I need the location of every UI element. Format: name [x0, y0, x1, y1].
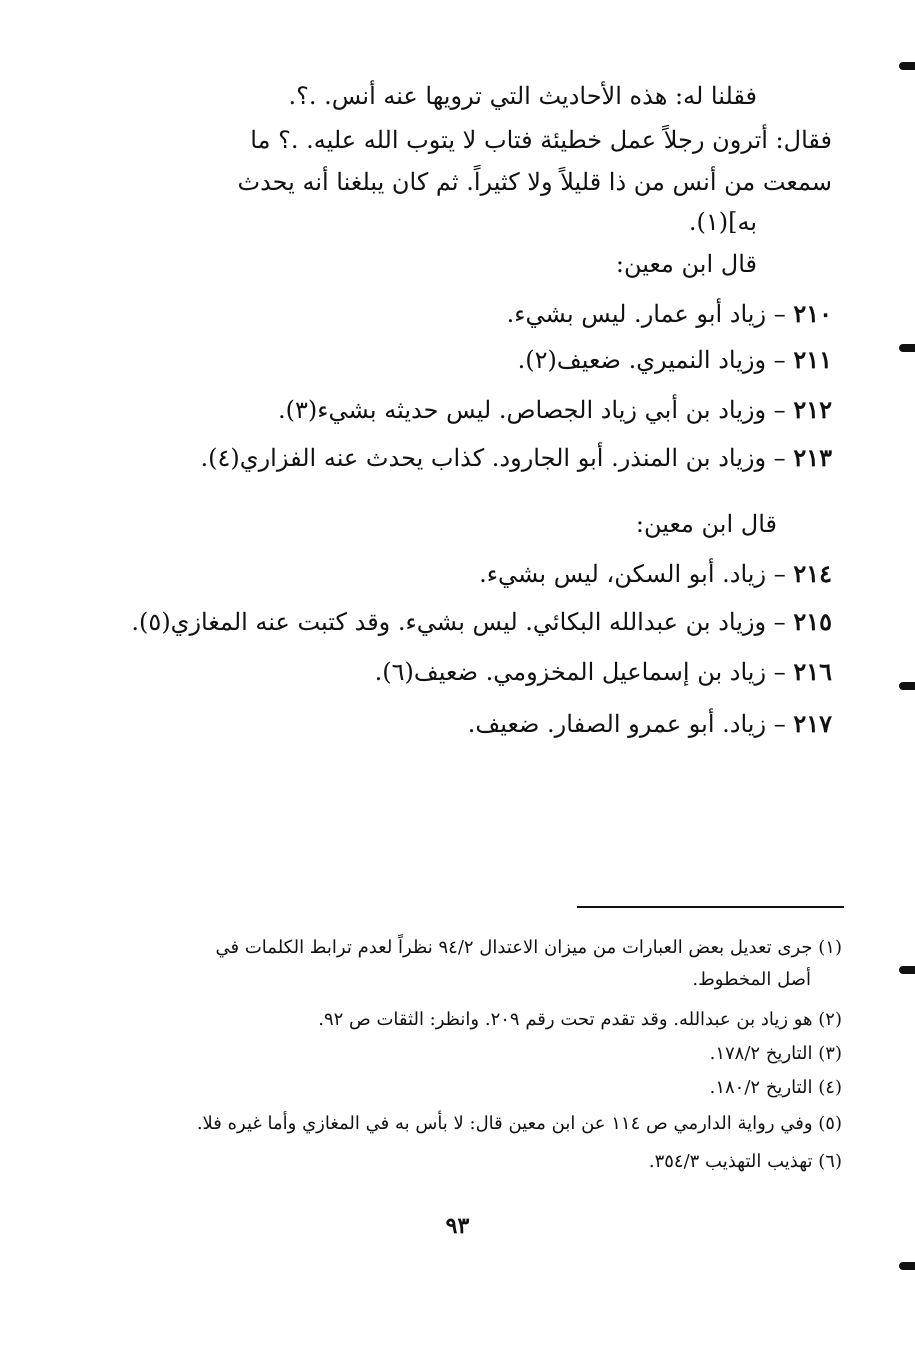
page-number: ٩٣	[445, 1213, 470, 1239]
scan-edge-mark	[899, 344, 915, 352]
entry-213	[201, 440, 832, 476]
entry-number: ٢١٧	[793, 709, 832, 738]
entry-text: – وزياد بن عبدالله البكائي. ليس بشيء. وقد كتبت عنه المغازي(٥).	[131, 608, 786, 636]
footnote-6: (٦) تهذيب التهذيب ٣٥٤/٣.	[648, 1151, 842, 1172]
footnote-3: (٣) التاريخ ١٧٨/٢.	[709, 1043, 842, 1064]
footnote-5: (٥) وفي رواية الدارمي ص ١١٤ عن ابن معين قال: لا بأس به في المغازي وأما غيره فلا.	[196, 1113, 842, 1134]
entry-text: – وزياد النميري. ضعيف(٢).	[517, 346, 786, 374]
scan-edge-mark	[899, 682, 915, 690]
entry-text: – زياد بن إسماعيل المخزومي. ضعيف(٦).	[374, 658, 786, 686]
entry-number: ٢١٢	[793, 395, 832, 424]
entry-211	[518, 342, 832, 378]
entry-210	[507, 296, 832, 332]
entry-number: ٢١٤	[793, 559, 832, 588]
entry-215	[131, 604, 832, 640]
entry-text: – وزياد بن المنذر. أبو الجارود. كذاب يحدث عنه الفزاري(٤).	[200, 444, 786, 472]
entry-number: ٢١٠	[793, 299, 832, 328]
entry-text: – وزياد بن أبي زياد الجصاص. ليس حديثه بشيء(٣).	[277, 396, 786, 424]
footnote-1-cont: أصل المخطوط.	[692, 969, 811, 990]
footnote-2: (٢) هو زياد بن عبدالله. وقد تقدم تحت رقم ٢٠٩. وانظر: الثقات ص ٩٢.	[318, 1009, 842, 1030]
intro-line-3: سمعت من أنس من ذا قليلاً ولا كثيراً. ثم كان يبلغنا أنه يحدث	[237, 168, 832, 196]
scan-edge-mark	[899, 1262, 915, 1270]
section-heading-1: قال ابن معين:	[615, 250, 757, 278]
entry-number: ٢١١	[793, 345, 832, 374]
entry-number: ٢١٦	[793, 657, 832, 686]
entry-212	[278, 392, 832, 428]
scan-edge-mark	[899, 966, 915, 974]
section-heading-2: قال ابن معين:	[635, 510, 777, 538]
entry-number: ٢١٣	[793, 443, 832, 472]
entry-216	[375, 654, 832, 690]
intro-line-4: به](١).	[688, 208, 757, 236]
scan-edge-mark	[899, 62, 915, 70]
footnote-separator	[577, 906, 844, 908]
intro-line-1: فقلنا له: هذه الأحاديث التي ترويها عنه أنس. .؟.	[288, 82, 757, 110]
entry-217	[468, 706, 832, 742]
entry-214	[479, 556, 832, 592]
entry-text: – زياد. أبو السكن، ليس بشيء.	[479, 560, 786, 588]
intro-line-2: فقال: أترون رجلاً عمل خطيئة فتاب لا يتوب الله عليه. .؟ ما	[250, 126, 832, 154]
footnote-1: (١) جرى تعديل بعض العبارات من ميزان الاعتدال ٩٤/٢ نظراً لعدم ترابط الكلمات في	[215, 937, 842, 958]
entry-text: – زياد. أبو عمرو الصفار. ضعيف.	[467, 710, 786, 738]
footnote-4: (٤) التاريخ ١٨٠/٢.	[709, 1077, 842, 1098]
entry-number: ٢١٥	[793, 607, 832, 636]
entry-text: – زياد أبو عمار. ليس بشيء.	[506, 300, 786, 328]
